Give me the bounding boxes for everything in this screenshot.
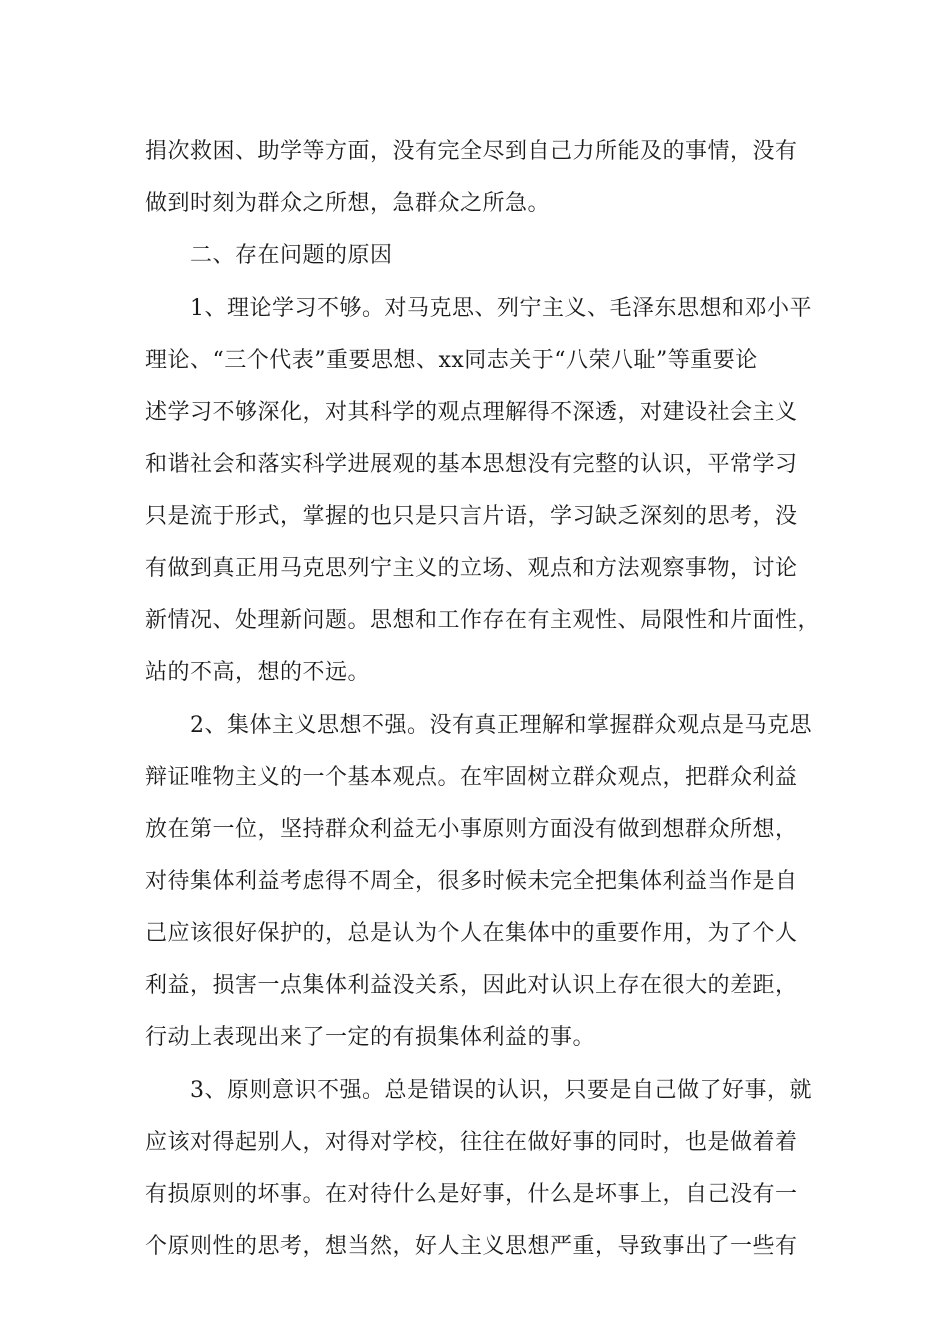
- text-line-21: 有损原则的坏事。在对待什么是好事，什么是坏事上，自己没有一: [145, 1182, 798, 1207]
- text-line-12: 2、集体主义思想不强。没有真正理解和掌握群众观点是马克思: [190, 713, 812, 738]
- text-line-16: 己应该很好保护的，总是认为个人在集体中的重要作用，为了个人: [145, 921, 798, 946]
- text-line-4: 1、理论学习不够。对马克思、列宁主义、毛泽东思想和邓小平: [190, 296, 812, 321]
- text-line-19: 3、原则意识不强。总是错误的认识，只要是自己做了好事，就: [190, 1078, 812, 1103]
- text-line-10: 新情况、处理新问题。思想和工作存在有主观性、局限性和片面性，: [145, 608, 821, 633]
- text-line-18: 行动上表现出来了一定的有损集体利益的事。: [145, 1025, 596, 1050]
- text-line-6: 述学习不够深化，对其科学的观点理解得不深透，对建设社会主义: [145, 400, 798, 425]
- text-line-17: 利益，损害一点集体利益没关系，因此对认识上存在很大的差距，: [145, 973, 798, 998]
- text-line-13: 辩证唯物主义的一个基本观点。在牢固树立群众观点，把群众利益: [145, 765, 798, 790]
- text-line-5: 理论、“三个代表”重要思想、xx同志关于“八荣八耻”等重要论: [145, 348, 758, 373]
- text-line-7: 和谐社会和落实科学进展观的基本思想没有完整的认识，平常学习: [145, 452, 798, 477]
- text-line-22: 个原则性的思考，想当然，好人主义思想严重，导致事出了一些有: [145, 1234, 798, 1259]
- text-line-20: 应该对得起别人，对得对学校，往往在做好事的同时，也是做着着: [145, 1130, 798, 1155]
- text-line-9: 有做到真正用马克思列宁主义的立场、观点和方法观察事物，讨论: [145, 556, 798, 581]
- text-line-15: 对待集体利益考虑得不周全，很多时候未完全把集体利益当作是自: [145, 869, 798, 894]
- text-line-2: 做到时刻为群众之所想，急群众之所急。: [145, 191, 551, 216]
- text-line-11: 站的不高，想的不远。: [145, 660, 371, 685]
- text-line-1: 捐次救困、助学等方面，没有完全尽到自己力所能及的事情，没有: [145, 139, 798, 164]
- section-heading: 二、存在问题的原因: [190, 243, 393, 268]
- text-line-14: 放在第一位，坚持群众利益无小事原则方面没有做到想群众所想，: [145, 817, 798, 842]
- text-line-8: 只是流于形式，掌握的也只是只言片语，学习缺乏深刻的思考，没: [145, 504, 798, 529]
